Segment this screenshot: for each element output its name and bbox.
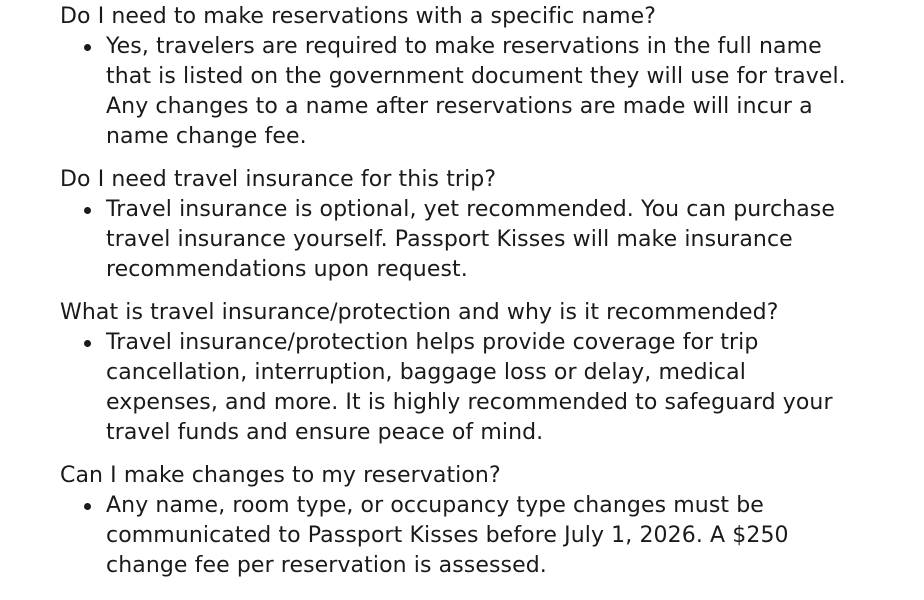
faq-item-specific-name bbox=[60, 2, 870, 152]
answer-line: travel funds and ensure peace of mind. bbox=[106, 420, 544, 445]
faq-question: Do I need travel insurance for this trip? bbox=[60, 167, 497, 192]
faq-item-reservation-changes bbox=[60, 461, 870, 581]
answer-line: cancellation, interruption, baggage loss or delay, medical bbox=[106, 360, 746, 385]
answer-line: Travel insurance is optional, yet recommended. You can purchase bbox=[106, 197, 835, 222]
answer-line: communicated to Passport Kisses before July 1, 2026. A $250 bbox=[106, 523, 789, 548]
answer-line: expenses, and more. It is highly recommended to safeguard your bbox=[106, 390, 833, 415]
faq-section bbox=[60, 2, 870, 594]
faq-item-travel-insurance bbox=[60, 165, 870, 285]
faq-question: What is travel insurance/protection and why is it recommended? bbox=[60, 300, 779, 325]
faq-answer-list bbox=[60, 491, 870, 581]
answer-line: that is listed on the government document they will use for travel. bbox=[106, 64, 846, 89]
answer-line: Yes, travelers are required to make reservations in the full name bbox=[106, 34, 822, 59]
answer-line: travel insurance yourself. Passport Kisses will make insurance bbox=[106, 227, 793, 252]
answer-line: recommendations upon request. bbox=[106, 257, 468, 282]
faq-question: Do I need to make reservations with a specific name? bbox=[60, 4, 657, 29]
faq-item-insurance-protection bbox=[60, 298, 870, 448]
faq-question: Can I make changes to my reservation? bbox=[60, 463, 501, 488]
faq-answer bbox=[106, 32, 870, 152]
answer-line: Any name, room type, or occupancy type changes must be bbox=[106, 493, 764, 518]
faq-answer-list bbox=[60, 195, 870, 285]
answer-line: Any changes to a name after reservations are made will incur a bbox=[106, 94, 813, 119]
faq-answer-list bbox=[60, 328, 870, 448]
faq-answer bbox=[106, 328, 870, 448]
faq-answer-list bbox=[60, 32, 870, 152]
faq-answer bbox=[106, 491, 870, 581]
answer-line: change fee per reservation is assessed. bbox=[106, 553, 547, 578]
faq-answer bbox=[106, 195, 870, 285]
answer-line: Travel insurance/protection helps provide coverage for trip bbox=[106, 330, 759, 355]
answer-line: name change fee. bbox=[106, 124, 307, 149]
